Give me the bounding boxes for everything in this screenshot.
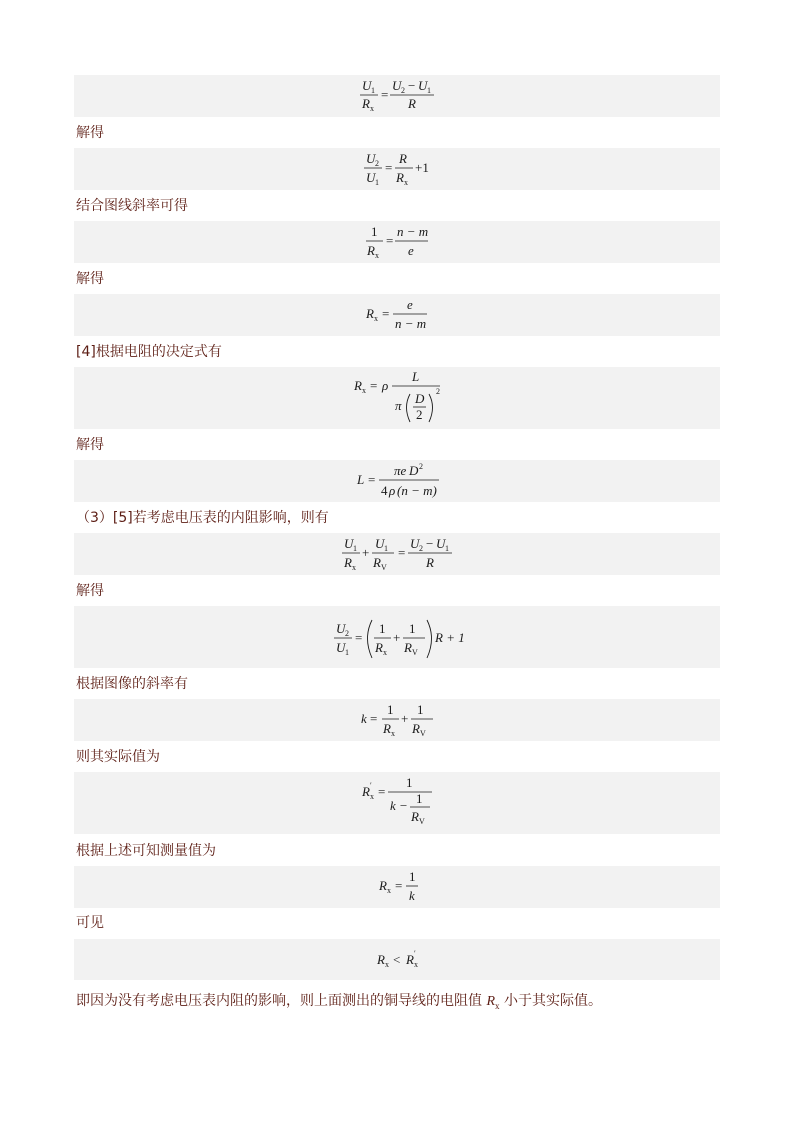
svg-text:=: = (378, 784, 386, 799)
equation-box-5 (74, 367, 720, 429)
svg-text:U: U (392, 78, 402, 93)
svg-text:R: R (404, 640, 412, 655)
svg-text:V: V (419, 817, 425, 826)
svg-text:x: x (383, 648, 387, 657)
svg-text:V: V (381, 563, 387, 572)
svg-text:R: R (399, 151, 407, 166)
label-visible: 可见 (76, 915, 104, 931)
svg-text:′: ′ (414, 949, 416, 958)
equation-box-6 (74, 460, 720, 502)
svg-text:R: R (383, 721, 391, 736)
equation-box-11 (74, 866, 720, 908)
svg-text:U: U (375, 536, 385, 551)
svg-text:n − m: n − m (397, 224, 429, 239)
svg-text:2: 2 (375, 159, 379, 168)
svg-text:x: x (385, 960, 389, 969)
svg-text:U: U (418, 78, 428, 93)
svg-text:U: U (436, 536, 446, 551)
svg-text:+1: +1 (415, 160, 429, 175)
svg-text:1: 1 (409, 621, 416, 636)
svg-text:R: R (377, 952, 385, 967)
label-slope-from-graph: 根据图像的斜率有 (76, 676, 188, 692)
svg-text:R: R (367, 243, 375, 258)
svg-text:1: 1 (417, 702, 424, 717)
svg-text:x: x (370, 104, 374, 113)
svg-text:R: R (354, 378, 362, 393)
svg-text:R: R (344, 555, 352, 570)
svg-text:+: + (362, 545, 370, 560)
svg-text:1: 1 (384, 544, 388, 553)
svg-text:=: = (370, 711, 378, 726)
svg-text:1: 1 (427, 86, 431, 95)
svg-text:x: x (404, 178, 408, 187)
svg-text:R: R (366, 306, 374, 321)
svg-text:D: D (415, 391, 425, 406)
svg-text:−: − (426, 536, 434, 551)
svg-text:V: V (412, 648, 418, 657)
svg-text:R: R (412, 721, 420, 736)
svg-text:R: R (379, 878, 387, 893)
svg-text:e: e (408, 243, 414, 258)
equation-2 (74, 148, 720, 190)
svg-text:+: + (401, 711, 409, 726)
svg-text:+: + (393, 630, 401, 645)
equation-box-1 (74, 75, 720, 117)
svg-text:1: 1 (371, 86, 375, 95)
label-solve-2: 解得 (76, 271, 104, 287)
conclusion-symbol-rx: $R_x$ (486, 994, 500, 1011)
svg-text:=: = (381, 87, 389, 102)
svg-text:ρ: ρ (382, 378, 389, 393)
svg-text:k: k (361, 711, 367, 726)
conclusion-text (76, 991, 602, 1016)
label-step-4: [4]根据电阻的决定式有 (76, 344, 222, 360)
equation-box-9 (74, 699, 720, 741)
svg-text:1: 1 (445, 544, 449, 553)
svg-text:′: ′ (370, 781, 372, 790)
label-step-5: （3）[5]若考虑电压表的内阻影响，则有 (76, 510, 329, 526)
svg-text:R: R (373, 555, 381, 570)
svg-text:1: 1 (387, 702, 394, 717)
label-combine-slope: 结合图线斜率可得 (76, 198, 188, 214)
equation-box-4 (74, 294, 720, 336)
svg-text:1: 1 (406, 775, 413, 790)
svg-text:x: x (387, 886, 391, 895)
svg-text:e: e (407, 297, 413, 312)
svg-text:2: 2 (419, 462, 423, 471)
svg-text:x: x (414, 960, 418, 969)
svg-text:R: R (406, 952, 414, 967)
equation-11 (74, 866, 720, 908)
svg-text:R + 1: R + 1 (435, 630, 465, 645)
svg-text:x: x (374, 314, 378, 323)
equation-8 (74, 606, 720, 668)
svg-text:<: < (393, 952, 401, 967)
svg-text:x: x (370, 792, 374, 801)
label-solve-4: 解得 (76, 583, 104, 599)
svg-text:x: x (352, 563, 356, 572)
svg-text:1: 1 (409, 869, 416, 884)
svg-text:1: 1 (353, 544, 357, 553)
equation-box-10 (74, 772, 720, 834)
svg-text:L: L (412, 369, 420, 384)
label-actual-value: 则其实际值为 (76, 749, 160, 765)
svg-text:R: R (426, 555, 434, 570)
conclusion-text-pre: 即因为没有考虑电压表内阻的影响，则上面测出的铜导线的电阻值 (76, 993, 482, 1009)
svg-text:=: = (382, 306, 390, 321)
equation-12 (74, 939, 720, 980)
svg-text:n − m: n − m (395, 316, 427, 331)
svg-text:R: R (411, 809, 419, 824)
svg-text:1: 1 (379, 621, 386, 636)
svg-text:=: = (395, 878, 403, 893)
svg-text:U: U (336, 640, 346, 655)
svg-text:V: V (420, 729, 426, 738)
svg-text:π: π (395, 398, 402, 413)
equation-10 (74, 772, 720, 834)
label-measured-value: 根据上述可知测量值为 (76, 843, 216, 859)
svg-text:k: k (409, 888, 415, 903)
svg-text:=: = (386, 233, 394, 248)
label-solve-3: 解得 (76, 437, 104, 453)
equation-box-7 (74, 533, 720, 575)
svg-text:2: 2 (401, 86, 405, 95)
svg-text:πe: πe (394, 463, 407, 478)
equation-6 (74, 460, 720, 502)
equation-4 (74, 294, 720, 336)
svg-text:2: 2 (419, 544, 423, 553)
svg-text:U: U (336, 621, 346, 636)
label-solve-1: 解得 (76, 125, 104, 141)
svg-text:4: 4 (381, 483, 388, 498)
svg-text:k −: k − (390, 798, 408, 813)
equation-9 (74, 699, 720, 741)
svg-text:R: R (362, 784, 370, 799)
svg-text:R: R (396, 170, 404, 185)
equation-box-8 (74, 606, 720, 668)
svg-text:L: L (357, 472, 365, 487)
svg-text:−: − (408, 78, 416, 93)
svg-text:=: = (355, 630, 363, 645)
svg-text:U: U (410, 536, 420, 551)
svg-text:U: U (344, 536, 354, 551)
svg-text:2: 2 (416, 407, 423, 422)
svg-text:=: = (370, 378, 378, 393)
svg-text:=: = (398, 545, 406, 560)
svg-text:x: x (375, 251, 379, 260)
equation-7 (74, 533, 720, 575)
svg-text:R: R (375, 640, 383, 655)
svg-text:1: 1 (375, 178, 379, 187)
svg-text:1: 1 (416, 791, 423, 806)
svg-text:R: R (408, 96, 416, 111)
svg-text:x: x (391, 729, 395, 738)
svg-text:(n − m): (n − m) (397, 483, 437, 498)
equation-box-2 (74, 148, 720, 190)
svg-text:D: D (409, 463, 419, 478)
equation-5 (74, 367, 720, 429)
svg-text:=: = (385, 160, 393, 175)
conclusion-text-post: 小于其实际值。 (503, 993, 602, 1009)
svg-text:1: 1 (371, 224, 378, 239)
svg-text:U: U (362, 78, 372, 93)
equation-box-3 (74, 221, 720, 263)
svg-text:1: 1 (345, 648, 349, 657)
equation-1 (74, 75, 720, 117)
equation-box-12 (74, 939, 720, 980)
svg-text:2: 2 (436, 387, 440, 396)
svg-text:U: U (366, 170, 376, 185)
svg-text:=: = (368, 472, 376, 487)
svg-text:x: x (362, 386, 366, 395)
svg-text:ρ: ρ (389, 483, 396, 498)
svg-text:U: U (366, 151, 376, 166)
equation-3 (74, 221, 720, 263)
svg-text:R: R (362, 96, 370, 111)
svg-text:2: 2 (345, 629, 349, 638)
